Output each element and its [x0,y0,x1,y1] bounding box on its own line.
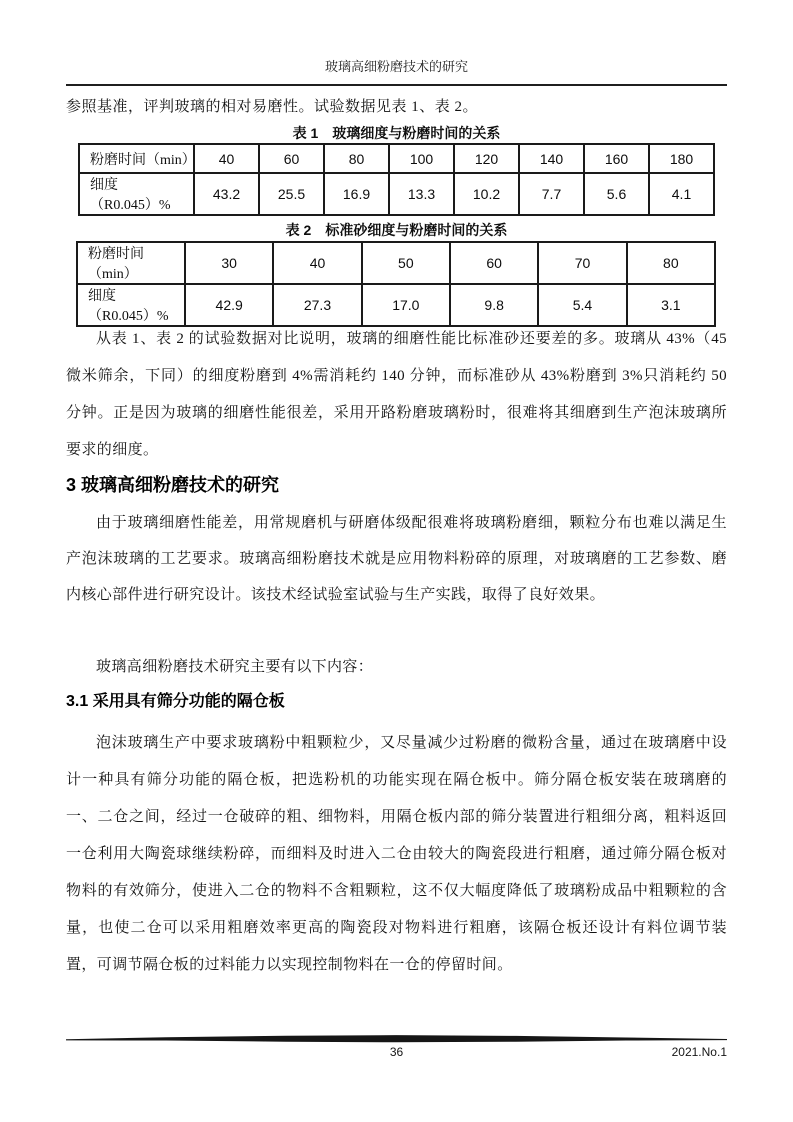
table-cell: 粉磨时间（min） [77,242,185,284]
table-cell: 10.2 [454,173,519,215]
table-cell: 17.0 [362,284,450,326]
table1-data-row [79,173,714,215]
table-cell: 16.9 [324,173,389,215]
table1-caption: 表 1 玻璃细度与粉磨时间的关系 [292,125,501,141]
table-cell: 70 [538,242,626,284]
intro-paragraph: 参照基准，评判玻璃的相对易磨性。试验数据见表 1、表 2。 [66,99,479,115]
table-cell: 30 [185,242,273,284]
table-cell: 60 [450,242,538,284]
table-cell: 140 [519,144,584,173]
section-3-lead-line: 玻璃高细粉磨技术研究主要有以下内容： [96,659,374,675]
table2-caption: 表 2 标准砂细度与粉磨时间的关系 [285,222,508,238]
table1-header-row [79,144,714,173]
table-cell: 42.9 [185,284,273,326]
table-cell: 40 [273,242,361,284]
table-cell: 13.3 [389,173,454,215]
issue-label: 2021.No.1 [671,1045,727,1059]
table-cell: 40 [194,144,259,173]
table-cell: 25.5 [259,173,324,215]
footer-rule [66,1034,727,1043]
table2 [76,241,716,327]
comparison-paragraph: 从表 1、表 2 的试验数据对比说明，玻璃的细磨性能比标准砂还要差的多。玻璃从 43%（45 微米筛余，下同）的细度粉磨到 4%需消耗约 140 分钟，而标准砂从 43%粉磨到 3%只消耗约 50 分钟。正是因为玻璃的细磨性能很差，采用开路粉磨玻璃粉时，很难将其细磨到生产泡沫玻璃所要求的细度。 [66,331,727,458]
table-cell: 100 [389,144,454,173]
table-cell: 5.6 [584,173,649,215]
table-cell: 80 [324,144,389,173]
table-cell: 细度（R0.045）% [77,284,185,326]
table-cell: 80 [627,242,715,284]
section-3-1-heading: 3.1 采用具有筛分功能的隔仓板 [66,693,285,710]
header-rule [66,84,727,86]
table-cell: 5.4 [538,284,626,326]
table-cell: 60 [259,144,324,173]
table2-header-row [77,242,715,284]
table-cell: 4.1 [649,173,714,215]
table-cell: 43.2 [194,173,259,215]
table-cell: 3.1 [627,284,715,326]
table-cell: 160 [584,144,649,173]
running-header-title: 玻璃高细粉磨技术的研究 [324,59,468,74]
table1 [78,143,715,216]
section-3-heading: 3 玻璃高细粉磨技术的研究 [66,475,280,495]
table-cell: 7.7 [519,173,584,215]
section-3-paragraph: 由于玻璃细磨性能差，用常规磨机与研磨体级配很难将玻璃粉磨细，颗粒分布也难以满足生产泡沫玻璃的工艺要求。玻璃高细粉磨技术就是应用物料粉碎的原理，对玻璃磨的工艺参数、磨内核心部件进行研究设计。该技术经试验室试验与生产实践，取得了良好效果。 [66,515,727,603]
footer-rule-shape [66,1034,727,1043]
table-cell: 50 [362,242,450,284]
table-cell: 180 [649,144,714,173]
table-cell: 粉磨时间（min） [79,144,194,173]
table-cell: 细度（R0.045）% [79,173,194,215]
table-cell: 27.3 [273,284,361,326]
table2-data-row [77,284,715,326]
section-3-1-paragraph: 泡沫玻璃生产中要求玻璃粉中粗颗粒少，又尽量减少过粉磨的微粉含量，通过在玻璃磨中设计一种具有筛分功能的隔仓板，把选粉机的功能实现在隔仓板中。筛分隔仓板安装在玻璃磨的一、二仓之间，经过一仓破碎的粗、细物料，用隔仓板内部的筛分装置进行粗细分离，粗料返回一仓利用大陶瓷球继续粉碎，而细料及时进入二仓由较大的陶瓷段进行粗磨，通过筛分隔仓板对物料的有效筛分，使进入二仓的物料不含粗颗粒，这不仅大幅度降低了玻璃粉成品中粗颗粒的含量，也使二仓可以采用粗磨效率更高的陶瓷段对物料进行粗磨，该隔仓板还设计有料位调节装置，可调节隔仓板的过料能力以实现控制物料在一仓的停留时间。 [66,735,727,973]
table-cell: 120 [454,144,519,173]
page-number: 36 [389,1045,404,1059]
table-cell: 9.8 [450,284,538,326]
